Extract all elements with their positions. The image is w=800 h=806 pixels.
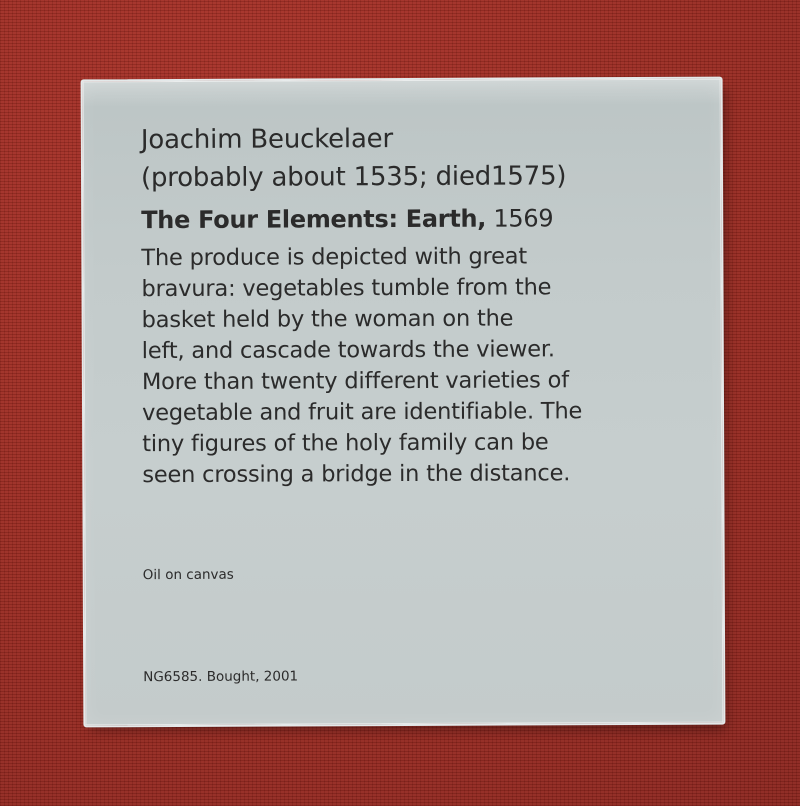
artwork-title-line <box>141 197 711 241</box>
description-line: vegetable and fruit are identifiable. The <box>141 398 583 427</box>
description-line: bravura: vegetables tumble from the <box>141 274 552 303</box>
description-line: tiny figures of the holy family can be <box>142 429 549 458</box>
description-line: seen crossing a bridge in the distance. <box>142 460 571 489</box>
artist-dates: (probably about 1535; died1575) <box>140 161 567 194</box>
description-line: basket held by the woman on the <box>141 305 514 334</box>
label-text-block <box>141 119 713 491</box>
artwork-description <box>141 241 712 491</box>
description-line: More than twenty different varieties of <box>141 367 569 396</box>
artwork-medium: Oil on canvas <box>142 566 234 584</box>
description-line: The produce is depicted with great <box>141 243 527 272</box>
accession-info: NG6585. Bought, 2001 <box>143 668 299 686</box>
artwork-year: 1569 <box>493 204 554 233</box>
museum-label-card <box>81 77 726 728</box>
protective-sleeve-glare <box>83 79 721 108</box>
artist-name: Joachim Beuckelaer <box>140 124 393 156</box>
description-line: left, and cascade towards the viewer. <box>141 336 555 365</box>
artwork-title: The Four Elements: Earth, <box>141 204 487 235</box>
